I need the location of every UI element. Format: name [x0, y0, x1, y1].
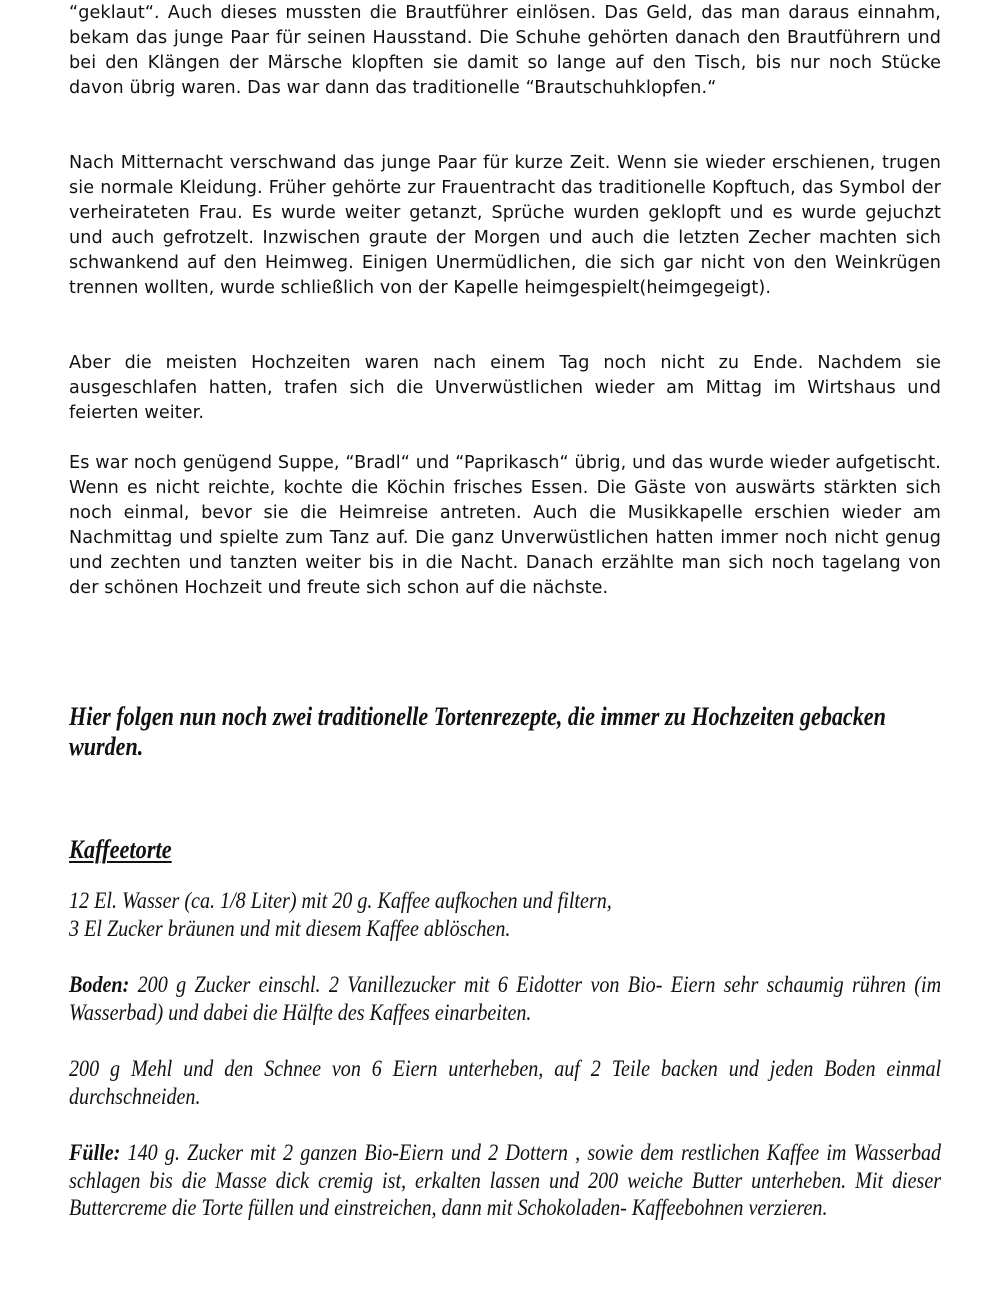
boden-text: 200 g Zucker einschl. 2 Vanillezucker mit 6 Eidotter von Bio- Eiern sehr schaumig rühren (im Wasserbad) und dabei die Hälfte des Kaffees einarbeiten.: [69, 972, 942, 1026]
recipe-step-fuelle: [69, 1140, 941, 1223]
fuelle-text: 140 g. Zucker mit 2 ganzen Bio-Eiern und 2 Dottern , sowie dem restlichen Kaffee im Wasserbad schlagen bis die Masse dick cremig ist, erkalten lassen und 200 weiche Butter unterheben. Mit dieser Buttercreme die Torte füllen und einstreichen, dann mit Schokoladen- Kaffeebohnen verzieren.: [69, 1140, 942, 1221]
story-paragraph-1: “geklaut“. Auch dieses mussten die Brautführer einlösen. Das Geld, das man daraus einnahm, bekam das junge Paar für seinen Hausstand. Die Schuhe gehörten danach den Brautführern und bei den Klängen der Märsche klopften sie damit so lange auf den Tisch, bis nur noch Stücke davon übrig waren. Das war dann das traditionelle “Brautschuhklopfen.“: [69, 3, 941, 98]
recipes-intro-heading: Hier folgen nun noch zwei traditionelle Tortenrezepte, die immer zu Hochzeiten gebacken wurden.: [69, 702, 886, 761]
recipe-step-boden: [69, 972, 941, 1027]
fuelle-label: Fülle:: [69, 1140, 121, 1166]
story-paragraph-3: Aber die meisten Hochzeiten waren nach einem Tag noch nicht zu Ende. Nachdem sie ausgeschlafen hatten, trafen sich die Unverwüstlichen wieder am Mittag im Wirtshaus und feierten weiter.: [69, 353, 941, 423]
story-paragraph-2: Nach Mitternacht verschwand das junge Paar für kurze Zeit. Wenn sie wieder erschienen, trugen sie normale Kleidung. Früher gehörte zur Frauentracht das traditionelle Kopftuch, das Symbol der verheirateten Frau. Es wurde weiter getanzt, Sprüche wurden geklopft und es wurde gejuchzt und auch gefrotzelt. Inzwischen graute der Morgen und auch die letzten Zecher machten sich schwankend auf den Heimweg. Einigen Unermüdlichen, die sich gar nicht von den Weinkrügen trennen wollten, wurde schließlich von der Kapelle heimgespielt(heimgegeigt).: [69, 153, 941, 298]
recipe-title: Kaffeetorte: [69, 835, 172, 864]
boden-label: Boden:: [69, 972, 130, 998]
recipe-step-coffee-line-2: 3 El Zucker bräunen und mit diesem Kaffee ablöschen.: [69, 915, 511, 942]
story-paragraph-4: Es war noch genügend Suppe, “Bradl“ und “Paprikasch“ übrig, und das wurde wieder aufgetischt. Wenn es nicht reichte, kochte die Köchin frisches Essen. Die Gäste von auswärts stärkten sich noch einmal, bevor sie die Heimreise antreten. Auch die Musikkapelle erschien wieder am Nachmittag und spielte zum Tanz auf. Die ganz Unverwüstlichen hatten immer noch nicht genug und zechten und tanzten weiter bis in die Nacht. Danach erzählte man sich noch tagelang von der schönen Hochzeit und freute sich schon auf die nächste.: [69, 453, 941, 598]
recipe-step-coffee: [69, 888, 941, 943]
recipe-step-coffee-line-1: 12 El. Wasser (ca. 1/8 Liter) mit 20 g. Kaffee aufkochen und filtern,: [69, 888, 612, 914]
recipe-step-mehl: 200 g Mehl und den Schnee von 6 Eiern unterheben, auf 2 Teile backen und jeden Boden einmal durchschneiden.: [69, 1056, 942, 1110]
